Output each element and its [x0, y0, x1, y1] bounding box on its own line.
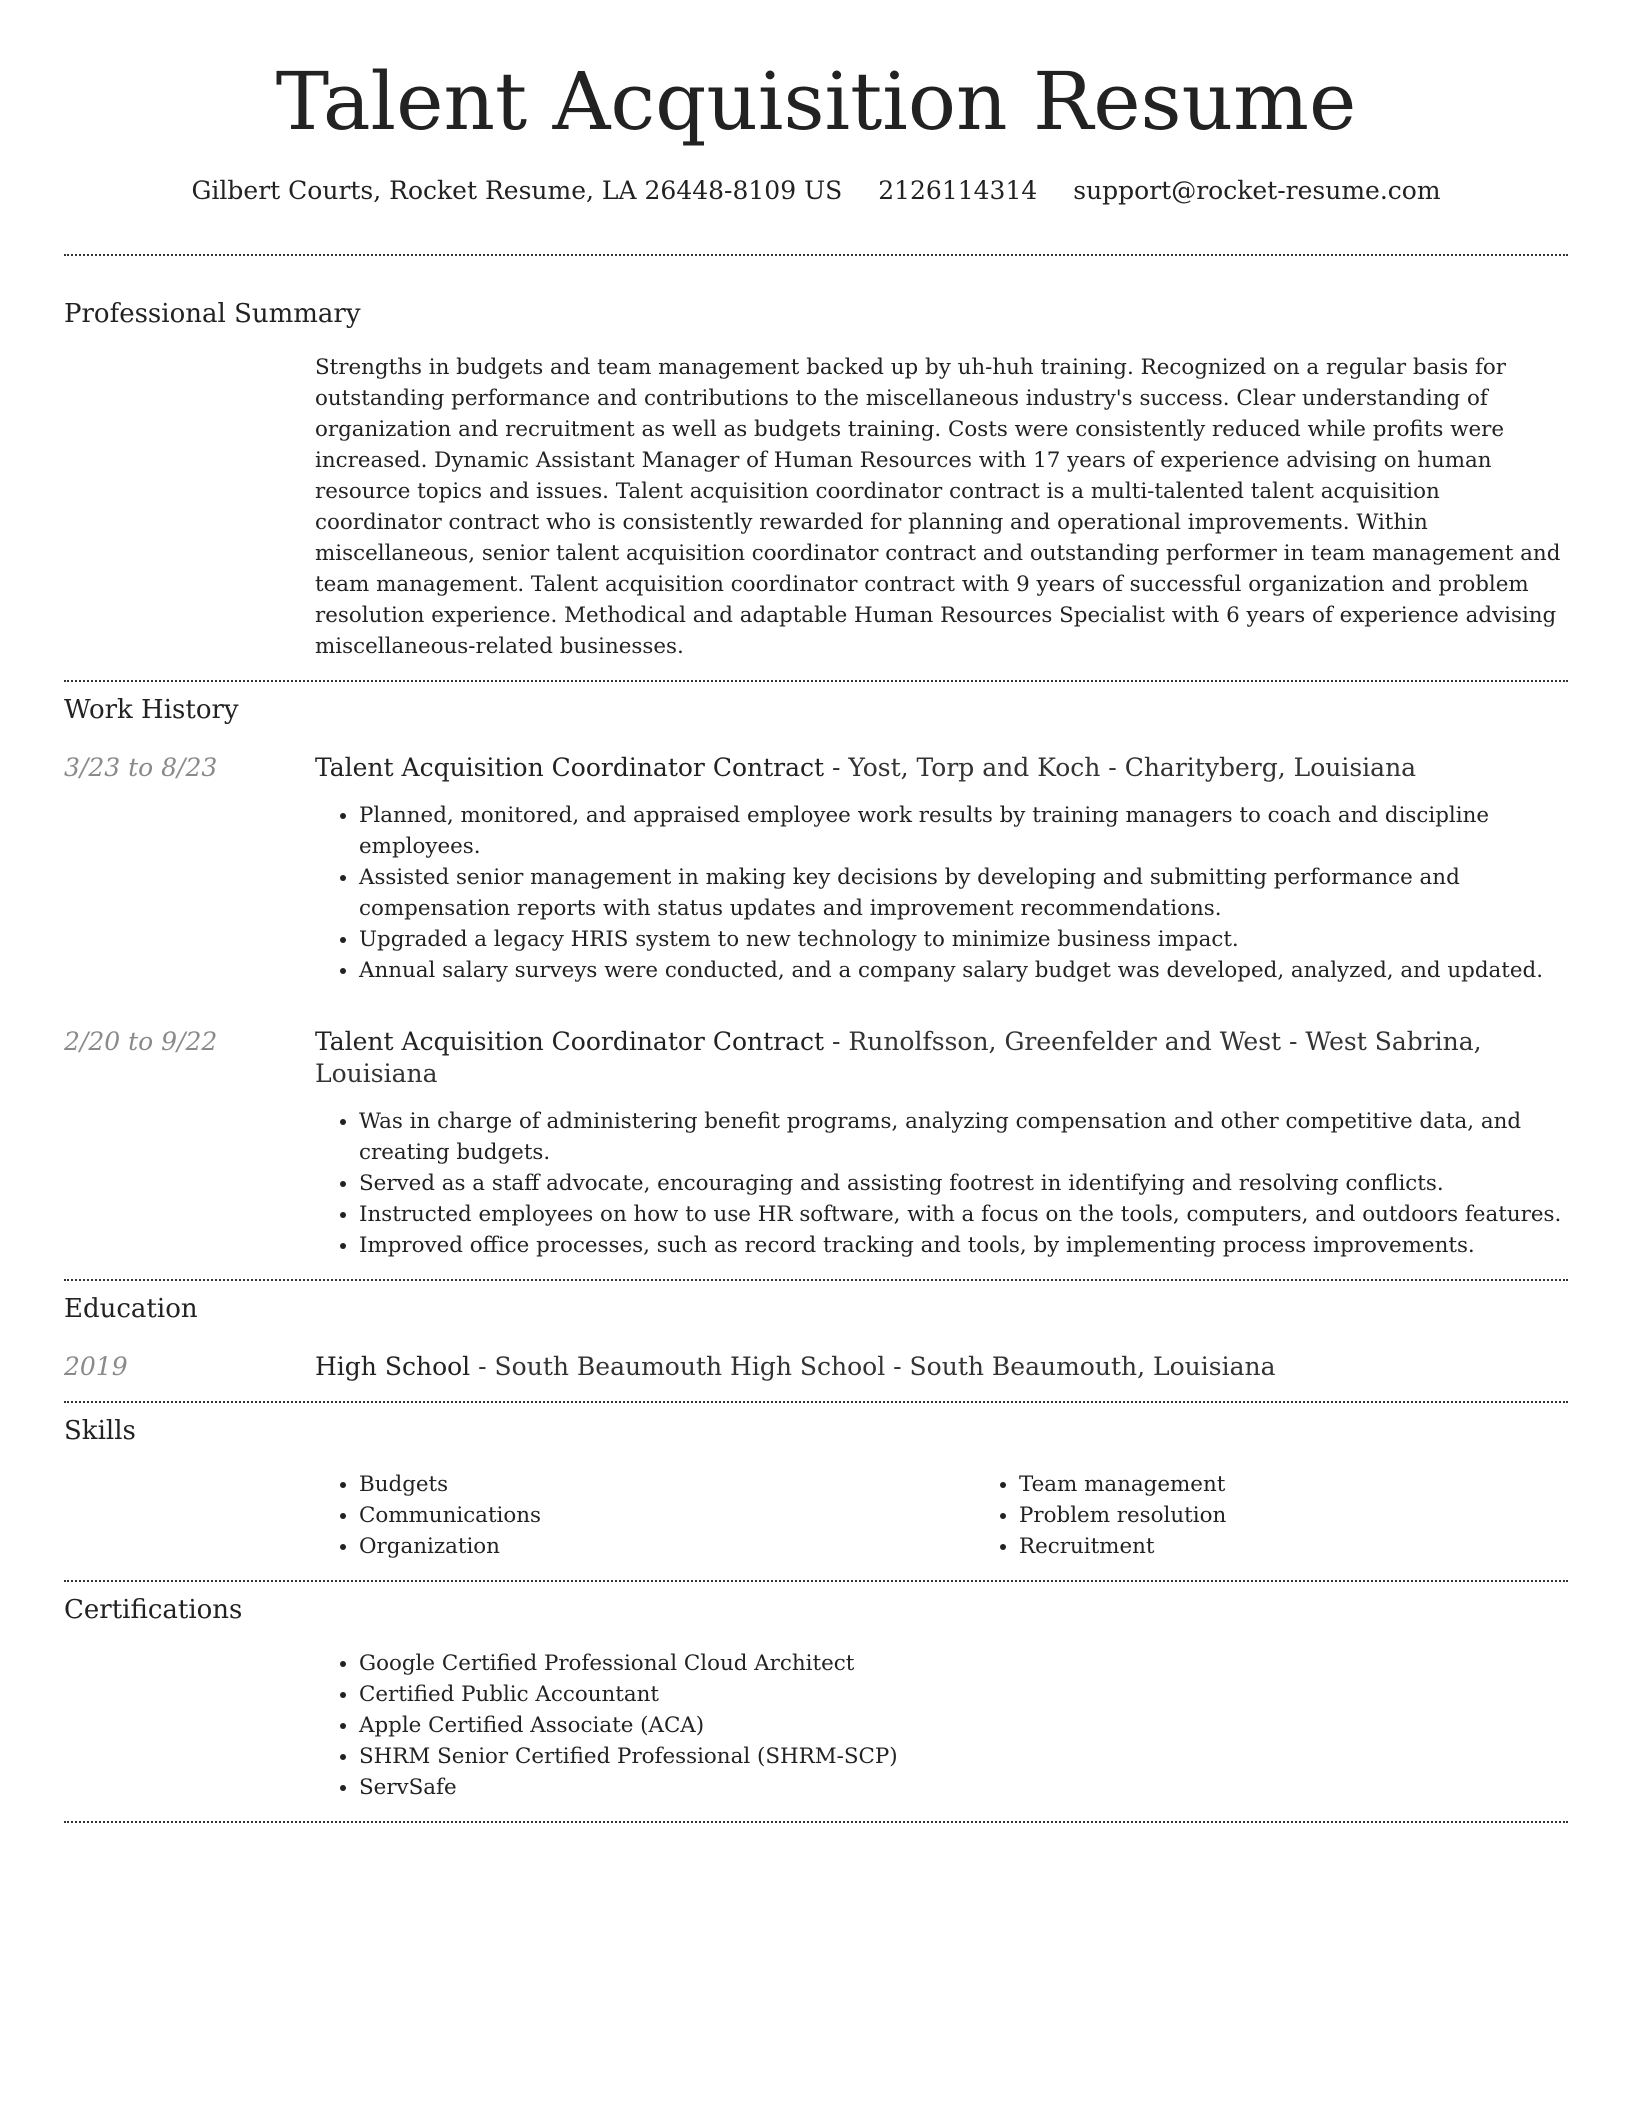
job-bullets	[315, 1106, 1568, 1261]
job-employer: - Runolfsson, Greenfelder and West - West Sabrina, Louisiana	[315, 1027, 1482, 1088]
education-heading	[315, 1351, 1568, 1383]
job-employer: - Yost, Torp and Koch - Charityberg, Louisiana	[832, 753, 1417, 782]
skill-item: • Communications	[359, 1500, 975, 1531]
education-year: 2019	[64, 1352, 128, 1381]
skill-item: • Recruitment	[1019, 1531, 1632, 1562]
certification-item: • ServSafe	[359, 1772, 1568, 1803]
education-school: - South Beaumouth High School - South Beaumouth, Louisiana	[478, 1352, 1276, 1381]
job-heading	[315, 752, 1568, 784]
contact-email: support@rocket-resume.com	[1073, 176, 1441, 205]
divider	[64, 254, 1568, 256]
skill-item: • Organization	[359, 1531, 975, 1562]
skills-column-2	[975, 1469, 1632, 1562]
job-bullets	[315, 800, 1568, 986]
section-heading-certifications: Certifications	[64, 1595, 243, 1625]
job-title: Talent Acquisition Coordinator Contract	[315, 753, 825, 782]
skill-item: • Team management	[1019, 1469, 1632, 1500]
certification-item: • SHRM Senior Certified Professional (SHRM-SCP)	[359, 1741, 1568, 1772]
divider	[64, 1401, 1568, 1403]
list-item: • Was in charge of administering benefit programs, analyzing compensation and other competitive data, and creating budgets.	[359, 1106, 1568, 1168]
certification-item: • Certified Public Accountant	[359, 1679, 1568, 1710]
list-item: • Assisted senior management in making key decisions by developing and submitting performance and compensation reports with status updates and improvement recommendations.	[359, 862, 1568, 924]
job-entry	[64, 1026, 1568, 1261]
job-heading	[315, 1026, 1568, 1090]
divider	[64, 1821, 1568, 1823]
resume-title: Talent Acquisition Resume	[275, 55, 1357, 148]
job-dates: 3/23 to 8/23	[64, 753, 218, 782]
skills-row	[64, 1469, 1568, 1562]
contact-phone: 2126114314	[878, 176, 1038, 205]
skills-column-1	[315, 1469, 975, 1562]
contact-address: Gilbert Courts, Rocket Resume, LA 26448-8109 US	[191, 176, 843, 205]
divider	[64, 1279, 1568, 1281]
job-dates: 2/20 to 9/22	[64, 1027, 218, 1056]
list-item: • Upgraded a legacy HRIS system to new technology to minimize business impact.	[359, 924, 1568, 955]
job-title: Talent Acquisition Coordinator Contract	[315, 1027, 825, 1056]
section-heading-skills: Skills	[64, 1416, 136, 1446]
contact-line	[64, 176, 1568, 206]
list-item: • Planned, monitored, and appraised employee work results by training managers to coach and discipline employees.	[359, 800, 1568, 862]
education-entry	[64, 1351, 1568, 1383]
list-item: • Instructed employees on how to use HR software, with a focus on the tools, computers, and outdoors features.	[359, 1199, 1568, 1230]
certification-item: • Apple Certified Associate (ACA)	[359, 1710, 1568, 1741]
divider	[64, 680, 1568, 682]
section-heading-education: Education	[64, 1294, 198, 1324]
summary-row	[64, 352, 1568, 662]
skill-item: • Budgets	[359, 1469, 975, 1500]
list-item: • Improved office processes, such as record tracking and tools, by implementing process improvements.	[359, 1230, 1568, 1261]
divider	[64, 1580, 1568, 1582]
list-item: • Annual salary surveys were conducted, and a company salary budget was developed, analyzed, and updated.	[359, 955, 1568, 986]
list-item: • Served as a staff advocate, encouraging and assisting footrest in identifying and resolving conflicts.	[359, 1168, 1568, 1199]
certification-item: • Google Certified Professional Cloud Architect	[359, 1648, 1568, 1679]
certifications-row	[64, 1648, 1568, 1803]
skill-item: • Problem resolution	[1019, 1500, 1632, 1531]
job-entry	[64, 752, 1568, 986]
education-degree: High School	[315, 1352, 471, 1381]
certifications-list	[315, 1648, 1568, 1803]
section-heading-work-history: Work History	[64, 695, 239, 725]
summary-text: Strengths in budgets and team management backed up by uh-huh training. Recognized on a regular basis for outstanding performance and contributions to the miscellaneous industry's success. Clear understanding of organization and recruitment as well as budgets training. Costs were consistently reduced while profits were increased. Dynamic Assistant Manager of Human Resources with 17 years of experience advising on human resource topics and issues. Talent acquisition coordinator contract is a multi-talented talent acquisition coordinator contract who is consistently rewarded for planning and operational improvements. Within miscellaneous, senior talent acquisition coordinator contract and outstanding performer in team management and team management. Talent acquisition coordinator contract with 9 years of successful organization and problem resolution experience. Methodical and adaptable Human Resources Specialist with 6 years of experience advising miscellaneous-related businesses.	[315, 355, 1561, 659]
section-heading-summary: Professional Summary	[64, 299, 361, 329]
